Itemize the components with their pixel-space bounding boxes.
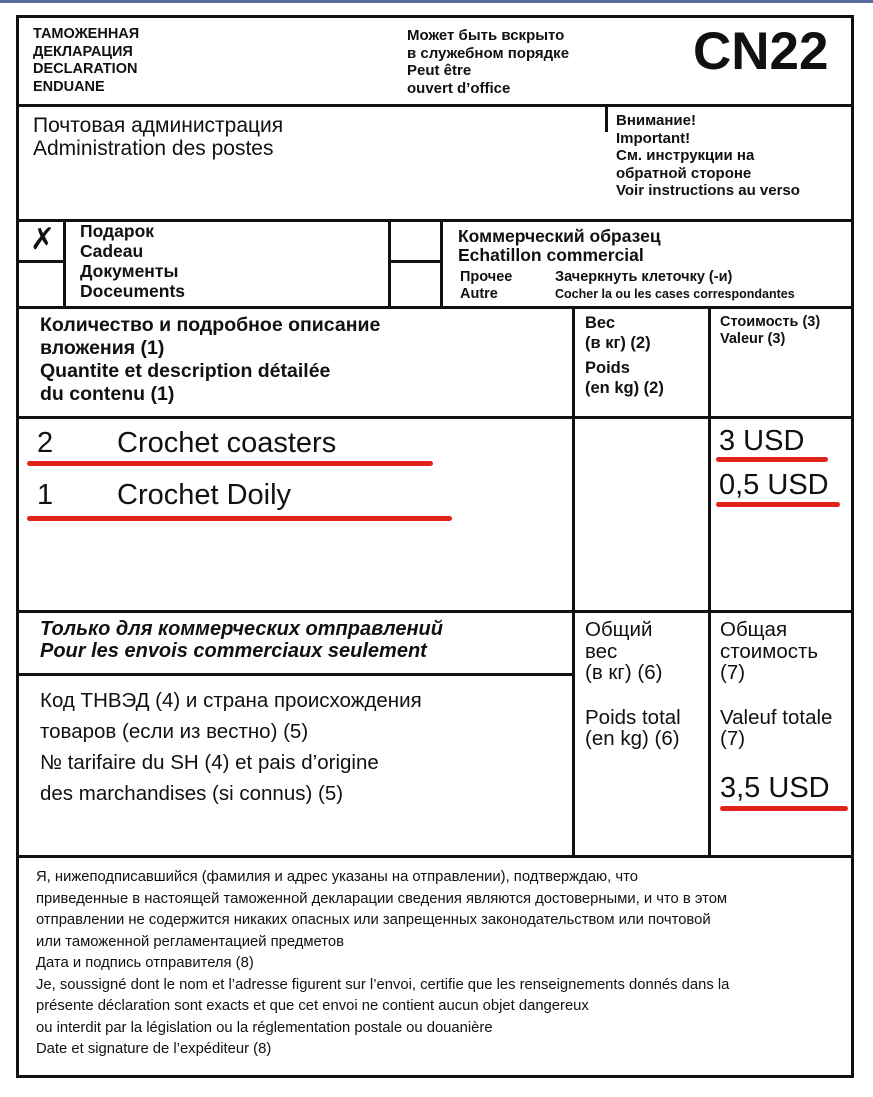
total-value-line: Valeuf totale [720, 705, 833, 729]
divider-checkbox-2 [388, 222, 391, 306]
weight-header-line: Poids [585, 359, 630, 377]
description-header-line: вложения (1) [40, 337, 165, 359]
total-weight-line: вес [585, 639, 618, 663]
commercial-sample-label [458, 227, 661, 265]
instructions-notice [616, 112, 800, 200]
item-1-quantity: 2 [37, 427, 54, 459]
value-header-line: Valeur (3) [720, 331, 786, 347]
divider-header [19, 104, 851, 107]
declaration-line: présente déclaration sont exacts et que cet envoi ne contient aucun objet dangereux [36, 998, 589, 1014]
weight-header-line: (en kg) (2) [585, 379, 664, 397]
official-note-line: Peut être [407, 62, 472, 79]
item-1-underline [27, 461, 433, 466]
total-value-underline [720, 806, 848, 811]
divider-items [19, 610, 851, 613]
item-2-description: Crochet Doily [117, 479, 292, 511]
signature-label-ru: Дата и подпись отправителя (8) [36, 955, 254, 971]
gift-label-fr: Cadeau [80, 241, 144, 261]
item-2-value-underline [716, 502, 840, 507]
official-opening-note [407, 27, 569, 97]
total-weight-label [585, 619, 681, 750]
value-header [720, 314, 820, 348]
official-note-line: в служебном порядке [407, 44, 570, 62]
commercial-title-ru: Только для коммерческих отправлений [40, 618, 443, 640]
notice-line: обратной стороне [616, 164, 752, 182]
value-header-line: Стоимость (3) [720, 314, 821, 330]
official-note-line: Может быть вскрыто [407, 27, 565, 44]
other-label-fr: Autre [460, 285, 498, 302]
description-header-line: Количество и подробное описание [40, 314, 381, 336]
total-weight-line: (en kg) (6) [585, 727, 680, 750]
description-header-line: Quantite et description détailée [40, 360, 331, 382]
total-value-line: (7) [720, 727, 746, 750]
form-code: CN22 [693, 22, 829, 81]
postal-administration-label [33, 114, 283, 160]
declaration-title-line: ТАМОЖЕННАЯ [33, 26, 140, 42]
item-1-value: 3 USD [719, 425, 805, 457]
gift-label [80, 221, 185, 301]
declaration-line: Я, нижеподписавшийся (фамилия и адрес указаны на отправлении), подтверждаю, что [36, 869, 638, 885]
total-weight-line: (в кг) (6) [585, 661, 663, 684]
divider-table-header [19, 416, 851, 419]
divider-notice [605, 107, 608, 132]
declaration-title [33, 26, 139, 96]
tariff-line: товаров (если из вестно) (5) [40, 720, 309, 743]
other-label [460, 269, 512, 302]
admin-label-ru: Почтовая администрация [33, 114, 284, 137]
official-note-line: ouvert d’office [407, 79, 511, 97]
declaration-title-line: DECLARATION [33, 61, 138, 77]
divider-commercial [19, 855, 851, 858]
gift-label-ru: Подарок [80, 221, 155, 241]
notice-line: Important! [616, 129, 691, 147]
item-2-quantity: 1 [37, 479, 54, 511]
cn22-form [16, 15, 854, 1078]
total-value-line: Общая [720, 618, 788, 641]
tariff-origin-label [40, 685, 422, 809]
signature-label-fr: Date et signature de l’expéditeur (8) [36, 1041, 272, 1057]
total-value-line: (7) [720, 661, 746, 684]
description-header-line: du contenu (1) [40, 383, 175, 405]
tariff-line: Код ТНВЭД (4) и страна происхождения [40, 689, 422, 712]
declaration-title-line: ДЕКЛАРАЦИЯ [33, 43, 133, 60]
tariff-line: № tarifaire du SH (4) et pais d’origine [40, 751, 379, 774]
commercial-title-fr: Pour les envois commerciaux seulement [40, 640, 427, 662]
notice-line: См. инструкции на [616, 147, 755, 164]
item-2-underline [27, 516, 452, 521]
item-1-description: Crochet coasters [117, 427, 337, 459]
commercial-only-title [40, 618, 443, 662]
divider-checkbox-mid-2 [391, 260, 443, 263]
declaration-line: отправлении не содержится никаких опасных или запрещенных законодательством или почтовой [36, 912, 711, 928]
declaration-line: ou interdit par la législation ou la réglementation postale ou douanière [36, 1019, 493, 1036]
notice-line: Voir instructions au verso [616, 182, 800, 199]
documents-label-fr: Doceuments [80, 281, 186, 301]
commercial-sample-fr: Echatillon commercial [458, 245, 644, 265]
documents-label-ru: Документы [80, 261, 179, 281]
instruction-ru: Зачеркнуть клеточку (-и) [555, 269, 733, 285]
weight-header-line: Вес [585, 314, 616, 332]
total-value-amount: 3,5 USD [720, 772, 830, 804]
total-value-label [720, 619, 832, 750]
divider-checkbox-1 [63, 222, 66, 306]
commercial-sample-ru: Коммерческий образец [458, 226, 661, 246]
declaration-line: приведенные в настоящей таможенной декларации сведения являются достоверными, и что в этом [36, 890, 728, 907]
checkbox-instruction [555, 269, 795, 302]
weight-header-line: (в кг) (2) [585, 334, 651, 352]
divider-categories [19, 306, 851, 309]
total-weight-line: Общий [585, 618, 653, 641]
sender-declaration [36, 867, 729, 1061]
gift-checkbox-mark[interactable]: ✗ [30, 223, 56, 256]
top-rule [0, 0, 873, 3]
total-value-line: стоимость [720, 639, 819, 663]
divider-checkbox-3 [440, 222, 443, 306]
item-2-value: 0,5 USD [719, 469, 829, 501]
weight-header [585, 313, 664, 398]
divider-checkbox-mid [19, 260, 66, 263]
other-label-ru: Прочее [460, 269, 513, 285]
contents-description-header [40, 314, 380, 406]
divider-commercial-title [19, 673, 575, 676]
declaration-line: Je, soussigné dont le nom et l’adresse figurent sur l’envoi, certifie que les renseignements donnés dans la [36, 976, 730, 993]
divider-weight-col [572, 309, 575, 855]
instruction-fr: Cocher la ou les cases correspondantes [555, 286, 795, 301]
notice-line: Внимание! [616, 112, 696, 129]
tariff-line: des marchandises (si connus) (5) [40, 782, 344, 805]
total-weight-line: Poids total [585, 705, 681, 729]
admin-label-fr: Administration des postes [33, 137, 274, 160]
declaration-title-line: ENDUANE [33, 78, 105, 95]
declaration-line: или таможенной регламентацией предметов [36, 933, 344, 950]
item-1-value-underline [716, 457, 828, 462]
divider-value-col [708, 309, 711, 855]
